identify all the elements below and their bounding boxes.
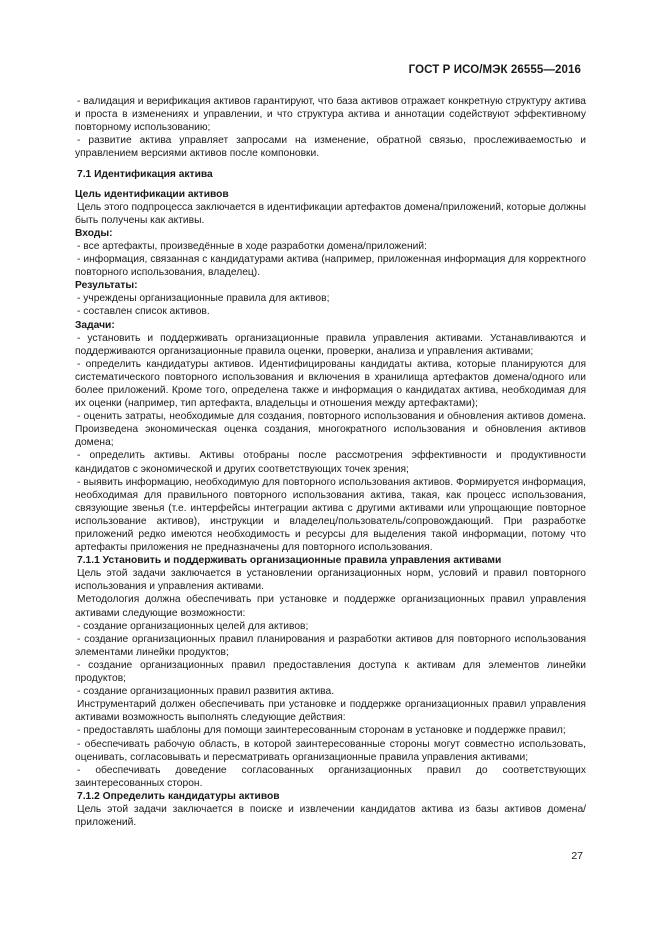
document-body — [75, 95, 586, 829]
paragraph: - обеспечивать доведение согласованных организационных правил до соответствующих заинтересованных сторон. — [75, 764, 586, 789]
paragraph: - создание организационных целей для активов; — [77, 620, 309, 632]
paragraph: - составлен список активов. — [77, 306, 210, 318]
paragraph: - предоставлять шаблоны для помощи заинтересованным сторонам в установке и поддержке правил; — [77, 725, 566, 737]
paragraph: - создание организационных правил планирования и разработки активов для повторного использования элементами линейки продуктов; — [75, 633, 586, 658]
standard-header: ГОСТ Р ИСО/МЭК 26555—2016 — [408, 64, 581, 76]
paragraph: - выявить информацию, необходимую для повторного использования активов. Формируется информация, необходимая для правильного повторного использования актива, такая, как процесс использования, связующие звенья (т.е. интерфейсы интеграции актива с другими активами или упрощающие повторное использование активов), инструкции и владелец/пользователь/сопровождающий. При разработке приложений редко имеются необходимость и ресурсы для выделения такой информации, потому что артефакты приложения не предназначены для повторного использования. — [75, 476, 586, 554]
paragraph: Цель этого подпроцесса заключается в идентификации артефактов домена/приложений, которые должны быть получены как активы. — [75, 201, 586, 226]
paragraph: - создание организационных правил предоставления доступа к активам для элементов линейки продуктов; — [75, 659, 586, 685]
paragraph: - учреждены организационные правила для активов; — [77, 293, 330, 305]
paragraph: - развитие актива управляет запросами на изменение, обратной связью, прослеживаемостью и управлением версиями активов после компоновки. — [75, 135, 586, 160]
subheading: Задачи: — [75, 319, 115, 331]
task-heading: 7.1.2 Определить кандидатуры активов — [77, 790, 280, 802]
paragraph: - оценить затраты, необходимые для создания, повторного использования и обновления активов домена. Произведена экономическая оценка создания, многократного использования и обновления активов домена; — [75, 411, 586, 449]
paragraph: - валидация и верификация активов гарантируют, что база активов отражает конкретную структуру актива и проста в изменениях и управлении, и что структура актива и аннотации содействуют эффективному повторному использованию; — [75, 96, 586, 134]
paragraph: - обеспечивать рабочую область, в которой заинтересованные стороны могут совместно использовать, оценивать, согласовывать и пересматривать организационные правила управления активами; — [75, 738, 586, 763]
page-number: 27 — [571, 850, 583, 862]
subheading: Результаты: — [75, 280, 138, 292]
subheading: Цель идентификации активов — [75, 188, 229, 200]
paragraph: - создание организационных правил развития актива. — [77, 686, 335, 698]
subheading: Входы: — [75, 227, 113, 239]
paragraph: - все артефакты, произведённые в ходе разработки домена/приложений: — [77, 240, 427, 252]
paragraph: Методология должна обеспечивать при установке и поддержке организационных правил управления активами следующие возможности: — [75, 594, 586, 619]
paragraph: Цель этой задачи заключается в поиске и извлечении кандидатов актива из базы активов домена/приложений. — [75, 803, 586, 829]
paragraph: - определить кандидатуры активов. Идентифицированы кандидаты актива, которые планируются для систематического повторного использования и включения в хранилища артефактов домена/одного или более приложений. Кроме того, определена также и информация о кандидатах актива, необходимая для их оценки (например, тип артефакта, владельцы и отношения между артефактами); — [75, 358, 586, 410]
paragraph: - информация, связанная с кандидатурами актива (например, приложенная информация для корректного повторного использования, владелец). — [75, 254, 586, 279]
task-heading: 7.1.1 Установить и поддерживать организационные правила управления активами — [77, 555, 502, 567]
paragraph: Цель этой задачи заключается в установлении организационных норм, условий и правил повторного использования и управления активами. — [75, 568, 586, 593]
paragraph: - установить и поддерживать организационные правила управления активами. Устанавливаются и поддерживаются организационные правила оценки, проверки, анализа и управления активами; — [75, 332, 586, 357]
paragraph: Инструментарий должен обеспечивать при установке и поддержке организационных правил управления активами возможность выполнять следующие действия: — [75, 699, 586, 724]
section-heading: 7.1 Идентификация актива — [77, 169, 213, 181]
paragraph: - определить активы. Активы отобраны после рассмотрения эффективности и продуктивности кандидатов с экономической и других соответствующих точек зрения; — [75, 450, 586, 475]
